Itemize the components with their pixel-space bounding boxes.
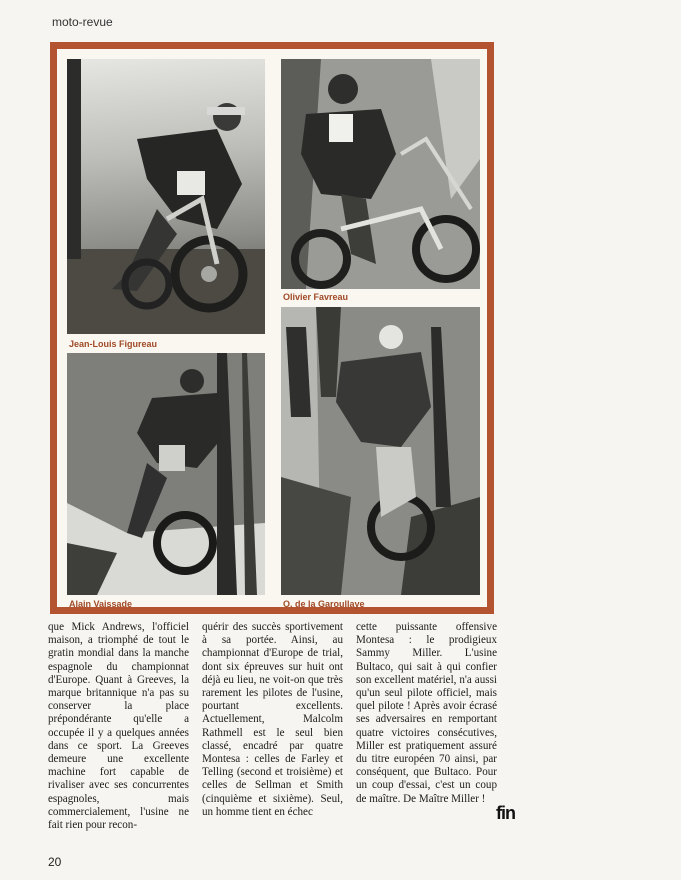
article-column-3 — [356, 621, 497, 806]
end-mark: fin — [496, 803, 515, 823]
photo-figureau — [67, 59, 265, 334]
photo-vaissade — [67, 353, 265, 595]
article-column-2 — [202, 621, 343, 819]
article-paragraph: quérir des succès sportivement à sa portée. Ainsi, au championnat d'Europe de trial, dont six épreuves sur huit ont déjà eu lieu, ne voit-on que très rarement les pilotes de l'usine, pourtant excellents. Actuellement, Malcolm Rathmell est le seul bien classé, encadré par quatre Montesa : celles de Farley et Telling (second et troisième) et celles de Sellman et Smith (cinquième et sixième). Seul, un homme tient en échec — [202, 621, 343, 818]
article-body — [48, 621, 497, 851]
article-column-1 — [48, 621, 189, 832]
caption-garoullaye: O. de la Garoullaye — [283, 599, 365, 609]
caption-figureau: Jean-Louis Figureau — [69, 339, 158, 349]
photo-garoullaye — [281, 307, 480, 595]
page-number: 20 — [48, 855, 62, 869]
photo-grid — [57, 49, 487, 607]
article-paragraph: cette puissante offensive Montesa : le prodigieux Sammy Miller. L'usine Bultaco, qui sait à qui confier son excellent matériel, n'a aussi qu'un seul pilote officiel, mais quel pilote ! Après avoir écrasé ses adversaires en remportant quatre victoires consécutives, Miller est pratiquement assuré du titre européen 70 ainsi, par conséquent, que Bultaco. Pour un coup d'essai, c'est un coup de maître. De Maître Miller ! — [356, 621, 497, 805]
caption-vaissade: Alain Vaissade — [69, 599, 133, 609]
photo-favreau — [281, 59, 480, 289]
caption-favreau: Olivier Favreau — [283, 292, 349, 302]
magazine-header: moto-revue — [52, 15, 113, 29]
photo-frame — [50, 42, 494, 614]
article-paragraph: que Mick Andrews, l'officiel maison, a triomphé de tout le gratin mondial dans la manche espagnole du championnat d'Europe. Quant à Greeves, la marque britannique n'a pas su conserver la place prépondérante qu'elle a occupée il y a quelques années dans ce sport. La Greeves demeure une excellente machine fort capable de rivaliser avec ses concurrentes espagnoles, mais commercialement, l'usine ne fait rien pour recon- — [48, 621, 189, 832]
